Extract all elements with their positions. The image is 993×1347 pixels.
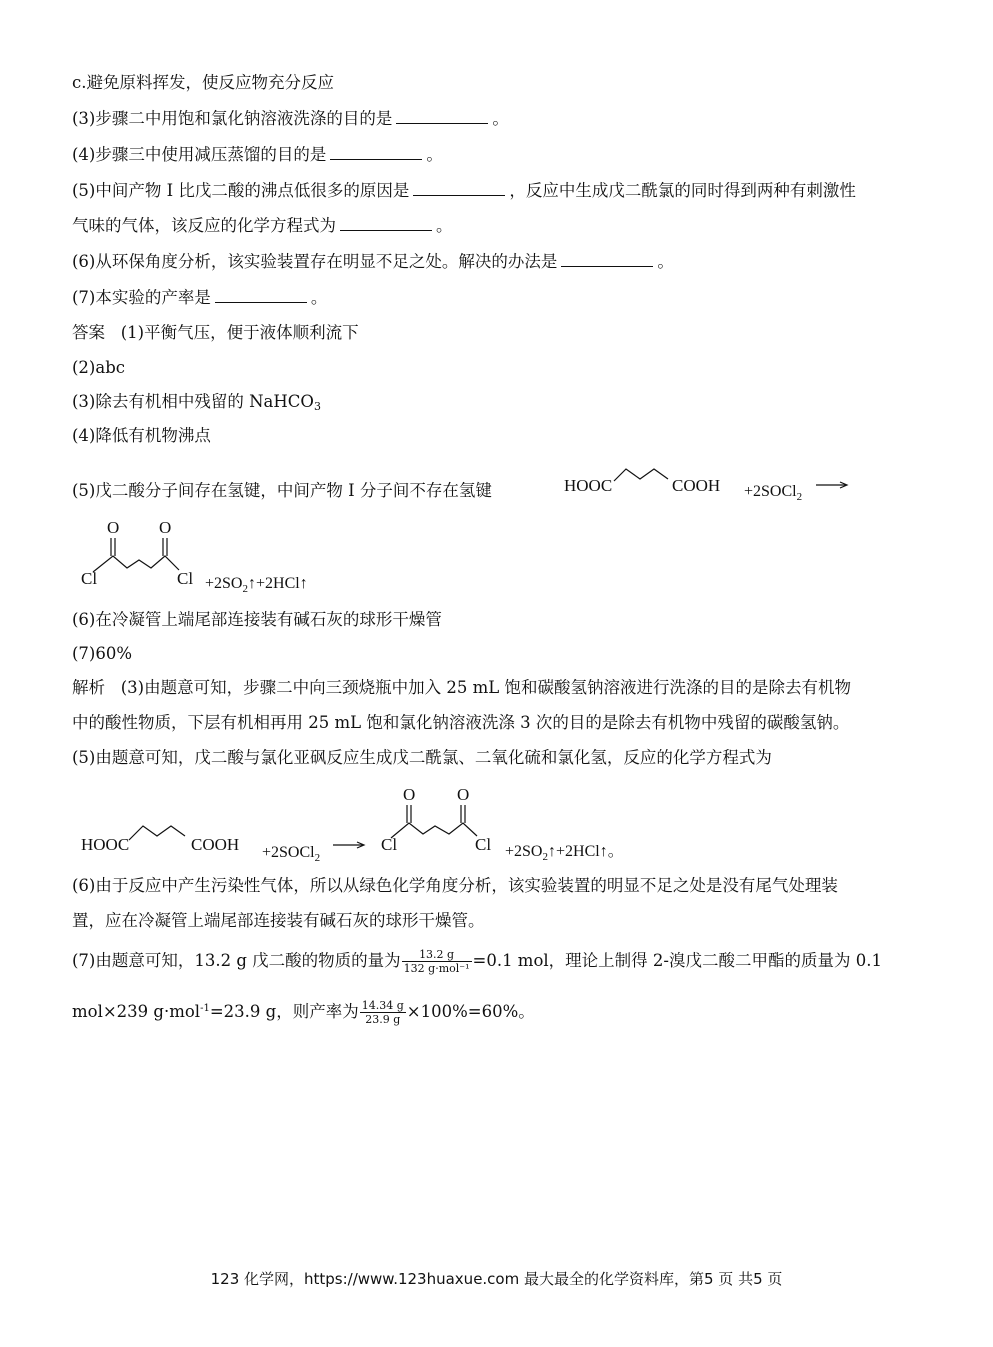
reaction-arrow [333, 842, 364, 848]
svg-text:HOOC: HOOC [564, 476, 613, 495]
answer-1: 答案 (1)平衡气压，便于液体顺利流下 [72, 323, 359, 342]
reaction-arrow [816, 482, 847, 488]
equation-2 [75, 778, 675, 866]
question-3: (3)步骤二中用饱和氯化钠溶液洗涤的目的是 。 [72, 109, 509, 128]
question-5-line2: 气味的气体，该反应的化学方程式为 。 [72, 216, 453, 235]
svg-text:COOH: COOH [672, 476, 721, 495]
answer-blank [396, 109, 488, 124]
question-4: (4)步骤三中使用减压蒸馏的目的是 。 [72, 145, 443, 164]
page-footer: 123 化学网，https://www.123huaxue.com 最大最全的化学资料库，第5 页 共5 页 [210, 1270, 783, 1288]
svg-text:O: O [403, 785, 416, 804]
svg-text:COOH: COOH [191, 835, 240, 854]
svg-text:Cl: Cl [81, 569, 98, 588]
svg-text:+2SO2↑+2HCl↑。: $+2SO_2↑+2HCl↑$。 [505, 843, 624, 863]
analysis-7-line1: (7)由题意可知，13.2 g 戊二酸的物质的量为 $\frac{13.2 g}{\text{132 g·mol⁻¹}}$ =0.1 mol，理论上制得 2-溴戊二酸二甲酯的质量为 0.1 [72, 948, 882, 975]
analysis-6-line1: (6)由于反应中产生污染性气体，所以从绿色化学角度分析，该实验装置的明显不足之处是没有尾气处理装 [72, 876, 838, 895]
svg-text:O: O [159, 518, 172, 537]
carbon-chain [614, 469, 668, 481]
carbon-chain [391, 823, 477, 838]
answer-5: (5)戊二酸分子间存在氢键，中间产物 I 分子间不存在氢键 [72, 481, 492, 500]
svg-text:HOOC: HOOC [81, 835, 130, 854]
answer-4: (4)降低有机物沸点 [72, 426, 211, 445]
fraction: $\frac{13.2 g}{\text{132 g·mol⁻¹}}$ [403, 948, 470, 975]
svg-text:+2SOCl2: +2SOCl$_2$ [744, 483, 803, 503]
svg-text:Cl: Cl [381, 835, 398, 854]
carbon-chain [93, 556, 179, 572]
analysis-6-line2: 置，应在冷凝管上端尾部连接装有碱石灰的球形干燥管。 [72, 911, 485, 930]
answer-blank [561, 252, 653, 267]
answer-blank [215, 288, 307, 303]
svg-text:+2SOCl2: +2SOCl$_2$ [262, 844, 321, 864]
question-6: (6)从环保角度分析，该实验装置存在明显不足之处。解决的办法是 。 [72, 252, 674, 271]
analysis-7-line2: mol×239 g·mol$^{-1}$=23.9 g，则产率为 $\frac{14.34 g}{23.9 g}$ ×100%=60%。 [72, 999, 535, 1026]
svg-text:O: O [457, 785, 470, 804]
answer-3: (3)除去有机相中残留的 NaHCO$_3$ [72, 392, 321, 413]
svg-text:O: O [107, 518, 120, 537]
svg-text:Cl: Cl [475, 835, 492, 854]
fraction: $\frac{14.34 g}{23.9 g}$ [361, 999, 404, 1026]
answer-blank [330, 145, 422, 160]
analysis-3-line1: 解析 (3)由题意可知，步骤二中向三颈烧瓶中加入 25 mL 饱和碳酸氢钠溶液进行洗涤的目的是除去有机物 [72, 678, 851, 697]
equation-1-product [75, 512, 365, 597]
answer-blank [340, 216, 432, 231]
carbon-chain [129, 826, 185, 840]
question-5-line1: (5)中间产物 I 比戊二酸的沸点低很多的原因是 ，反应中生成戊二酰氯的同时得到两种有刺激性 [72, 181, 856, 200]
svg-text:+2SO2↑+2HCl↑: $+2SO_2↑+2HCl↑$ [205, 575, 308, 595]
question-7: (7)本实验的产率是 。 [72, 288, 328, 307]
analysis-3-line2: 中的酸性物质，下层有机相再用 25 mL 饱和氯化钠溶液洗涤 3 次的目的是除去有机物中残留的碳酸氢钠。 [72, 713, 850, 732]
answer-6: (6)在冷凝管上端尾部连接装有碱石灰的球形干燥管 [72, 610, 442, 629]
question-c-option: c.避免原料挥发，使反应物充分反应 [72, 73, 334, 92]
svg-text:Cl: Cl [177, 569, 194, 588]
answer-7: (7)60% [72, 644, 133, 663]
analysis-5: (5)由题意可知，戊二酸与氯化亚砜反应生成戊二酰氯、二氧化硫和氯化氢，反应的化学方程式为 [72, 748, 772, 767]
answer-blank [413, 181, 505, 196]
equation-1-reactant [560, 455, 860, 505]
answer-2: (2)abc [72, 358, 126, 377]
